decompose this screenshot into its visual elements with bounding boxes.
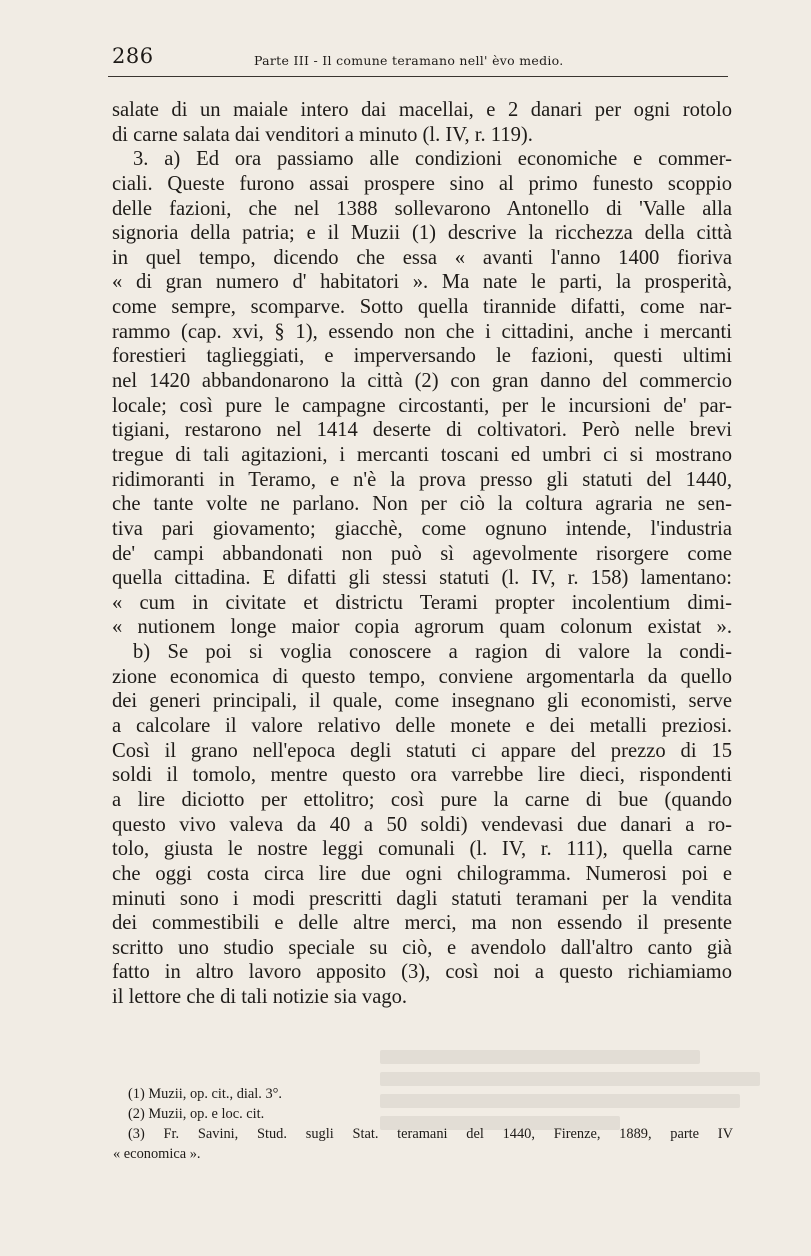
text-line: ciali. Queste furono assai prospere sino al primo funesto scoppio [112, 172, 732, 195]
text-line: quella cittadina. E difatti gli stessi statuti (l. IV, r. 158) lamentano: [112, 567, 732, 590]
footnote-continuation: « economica ». [113, 1146, 201, 1162]
footnotes [113, 1084, 733, 1164]
text-line: nel 1420 abbandonarono la città (2) con gran danno del commercio [112, 370, 732, 393]
text-line: « di gran numero d' habitatori ». Ma nate le parti, la prosperità, [112, 271, 732, 294]
text-line: che tante volte ne parlano. Non per ciò la coltura agraria ne sen- [112, 493, 732, 516]
text-line: a calcolare il valore relativo delle monete e dei metalli preziosi. [112, 715, 732, 738]
text-line: Così il grano nell'epoca degli statuti ci appare del prezzo di 15 [112, 739, 732, 762]
text-line: de' campi abbandonati non può sì agevolmente risorgere come [112, 542, 732, 565]
text-line: questo vivo valeva da 40 a 50 soldi) vendevasi due danari a ro- [112, 813, 732, 836]
running-head: Parte III - Il comune teramano nell' èvo medio. [254, 53, 564, 68]
text-line: il lettore che di tali notizie sia vago. [112, 986, 408, 1009]
footnote: (1) Muzii, op. cit., dial. 3°. [128, 1086, 283, 1102]
text-line: delle fazioni, che nel 1388 sollevarono Antonello di 'Valle alla [112, 197, 732, 220]
text-line: di carne salata dai venditori a minuto (l. IV, r. 119). [112, 123, 533, 146]
text-line: dei generi principali, il quale, come insegnano gli economisti, serve [112, 690, 732, 713]
text-line: locale; così pure le campagne circostanti, per le incursioni de' par- [112, 394, 732, 417]
text-line: « cum in civitate et districtu Terami propter incolentium dimi- [112, 591, 732, 614]
page-header [108, 40, 728, 77]
text-line: « nutionem longe maior copia agrorum quam colonum existat ». [112, 616, 732, 639]
text-line: come sempre, scomparve. Sotto quella tirannide difatti, come nar- [112, 296, 732, 319]
text-line: rammo (cap. xvi, § 1), essendo non che i cittadini, anche i mercanti [112, 320, 732, 343]
text-line: che oggi costa circa lire due ogni chilogramma. Numerosi poi e [112, 862, 732, 885]
text-line: forestieri taglieggiati, e imperversando le fazioni, questi ultimi [112, 345, 732, 368]
text-line: tiva pari giovamento; giacchè, come ognuno intende, l'industria [112, 517, 732, 540]
text-line: soldi il tomolo, mentre questo ora varrebbe lire dieci, rispondenti [112, 764, 732, 787]
text-line: 3. a) Ed ora passiamo alle condizioni economiche e commer- [133, 148, 732, 171]
footnote: (3) Fr. Savini, Stud. sugli Stat. teramani del 1440, Firenze, 1889, parte IV [128, 1126, 733, 1142]
text-line: signoria della patria; e il Muzii (1) descrive la ricchezza della città [112, 222, 732, 245]
text-line: ridimoranti in Teramo, e n'è la prova presso gli statuti del 1440, [112, 468, 732, 491]
footnote: (2) Muzii, op. e loc. cit. [128, 1106, 265, 1122]
text-line: b) Se poi si voglia conoscere a ragion di valore la condi- [133, 641, 732, 664]
text-line: scritto uno studio speciale su ciò, e avendolo dall'altro canto già [112, 936, 732, 959]
text-line: in quel tempo, dicendo che essa « avanti l'anno 1400 fioriva [112, 246, 732, 269]
text-line: tolo, giusta le nostre leggi comunali (l. IV, r. 111), quella carne [112, 838, 732, 861]
page-number: 286 [112, 44, 154, 68]
text-line: dei commestibili e delle altre merci, ma non essendo il presente [112, 912, 732, 935]
text-line: zione economica di questo tempo, conviene argomentarla da quello [112, 665, 732, 688]
text-line: tigiani, restarono nel 1414 deserte di coltivatori. Però nelle brevi [112, 419, 732, 442]
text-line: salate di un maiale intero dai macellai, e 2 danari per ogni rotolo [112, 99, 732, 121]
text-line: minuti sono i modi prescritti dagli statuti teramani per la vendita [112, 887, 732, 910]
text-line: fatto in altro lavoro apposito (3), così noi a questo richiamiamo [112, 961, 732, 984]
text-line: tregue di tali agitazioni, i mercanti toscani ed umbri ci si mostrano [112, 443, 732, 466]
body-text [112, 98, 732, 1010]
text-line: a lire diciotto per ettolitro; così pure la carne di bue (quando [112, 788, 732, 811]
